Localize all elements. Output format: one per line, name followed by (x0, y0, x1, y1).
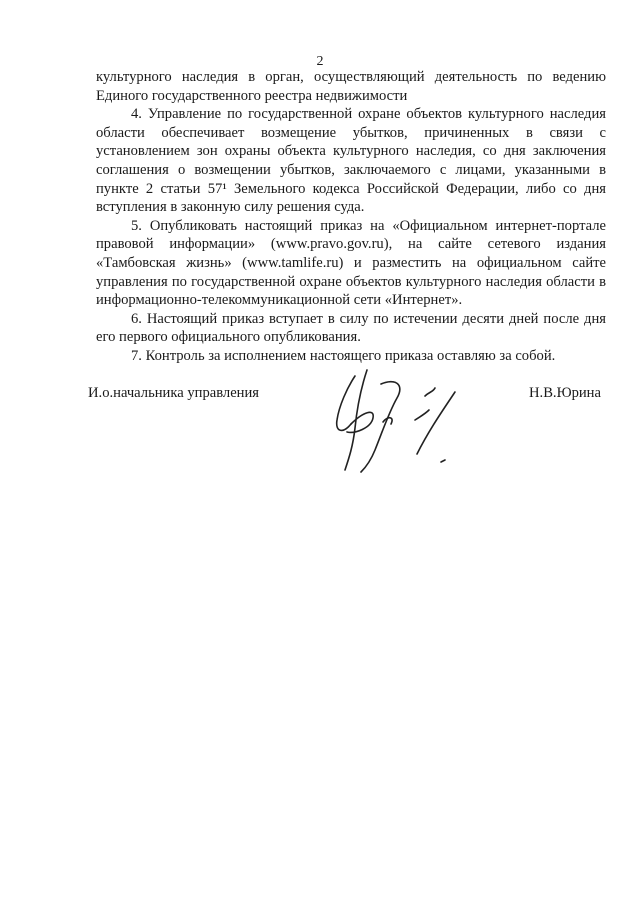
paragraph-6: 6. Настоящий приказ вступает в силу по истечении десяти дней после дня его первого официального опубликования. (96, 310, 606, 346)
paragraph-4: 4. Управление по государственной охране объектов культурного наследия области обеспечивает возмещение убытков, причиненных в связи с установлением зон охраны объекта культурного наследия, со дня заключения соглашения о возмещении убытков, заключаемого с лицами, указанными в пункте 2 статьи 57¹ Земельного кодекса Российской Федерации, либо со дня вступления в законную силу решения суда. (96, 106, 606, 216)
signer-name: Н.В.Юрина (529, 385, 601, 401)
paragraph-7: 7. Контроль за исполнением настоящего приказа оставляю за собой. (131, 347, 556, 364)
paragraph-5: 5. Опубликовать настоящий приказ на «Официальном интернет-портале правовой информации» (www.pravo.gov.ru), на сайте сетевого издания «Тамбовская жизнь» (www.tamlife.ru) и разместить на официальном сайте управления по государственной охране объектов культурного наследия области в информационно-телекоммуникационной сети «Интернет». (96, 217, 606, 309)
handwritten-signature (325, 358, 465, 478)
signer-title: И.о.начальника управления (88, 385, 260, 401)
paragraph-continuation: культурного наследия в орган, осуществляющий деятельность по ведению Единого государственного реестра недвижимости (96, 69, 606, 104)
page-number: 2 (316, 54, 324, 69)
